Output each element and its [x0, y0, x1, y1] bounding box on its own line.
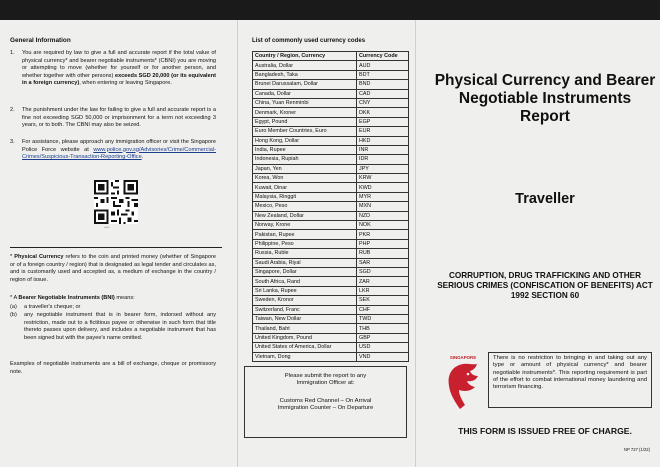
bni-item-b: (b) any negotiable instrument that is in bearer form, indorsed without any restriction, made out to a fictitious payee or otherwise in such form that title thereto passes upon delivery, and includes a negotiable instrument that has been signed but with the payee's name omitted. [10, 312, 216, 341]
currency-row [253, 324, 409, 333]
currency-country: Japan, Yen [253, 164, 357, 173]
currency-row [253, 314, 409, 323]
currency-row [253, 183, 409, 192]
currency-code: LKR [357, 286, 409, 295]
currency-row [253, 136, 409, 145]
currency-row [253, 239, 409, 248]
currency-code: MYR [357, 192, 409, 201]
form-number: NP 727 (1/22) [624, 447, 650, 452]
currency-country: Thailand, Baht [253, 324, 357, 333]
currency-row [253, 221, 409, 230]
currency-row [253, 127, 409, 136]
currency-panel [238, 20, 416, 467]
currency-row [253, 258, 409, 267]
currency-country: Bangladesh, Taka [253, 70, 357, 79]
submit-instructions-box: Please submit the report to any Immigration Officer at: Customs Red Channel – On Arrival Immigration Counter – On Departure [244, 366, 407, 438]
currency-code: CAD [357, 89, 409, 98]
currency-country: South Africa, Rand [253, 277, 357, 286]
currency-row [253, 202, 409, 211]
currency-code: SGD [357, 267, 409, 276]
currency-code: USD [357, 343, 409, 352]
physical-currency-definition: * Physical Currency refers to the coin and printed money (whether of Singapore or of a foreign country / region) that is designated as legal tender and circulates as, and is customarily used and accepted as, a medium of exchange in the country / region of issue. [10, 254, 216, 283]
currency-country: Kuwait, Dinar [253, 183, 357, 192]
currency-country: Saudi Arabia, Riyal [253, 258, 357, 267]
currency-row [253, 277, 409, 286]
currency-country: Vietnam, Dong [253, 352, 357, 361]
currency-code: ZAR [357, 277, 409, 286]
currency-country: Pakistan, Rupee [253, 230, 357, 239]
top-dark-bar [0, 0, 660, 20]
cover-panel [416, 20, 660, 467]
general-info-panel [0, 20, 238, 467]
currency-row [253, 70, 409, 79]
currency-country: New Zealand, Dollar [253, 211, 357, 220]
currency-code: THB [357, 324, 409, 333]
currency-row [253, 230, 409, 239]
currency-code: SAR [357, 258, 409, 267]
currency-code: NOK [357, 221, 409, 230]
currency-code: EGP [357, 117, 409, 126]
act-reference: CORRUPTION, DRUG TRAFFICKING AND OTHER SERIOUS CRIMES (CONFISCATION OF BENEFITS) ACT 1992 SECTION 60 [437, 271, 653, 300]
currency-table [252, 51, 409, 362]
column-header-country: Country / Region, Currency [253, 52, 357, 61]
currency-code: BDT [357, 70, 409, 79]
currency-row [253, 61, 409, 70]
currency-code: EUR [357, 127, 409, 136]
currency-country: United Kingdom, Pound [253, 333, 357, 342]
info-item-1: 1. You are required by law to give a full and accurate report if the total value of physical currency* and bearer negotiable instruments* (CBNI) you are moving or attempting to move (whether for yourself or for another person, and whether together with other persons) exceeds SGD 20,000 (or its equivalent in a foreign currency), when entering or leaving Singapore. [10, 50, 216, 86]
currency-code: KWD [357, 183, 409, 192]
lion-head-icon [444, 361, 482, 413]
currency-row [253, 249, 409, 258]
currency-code: CHF [357, 305, 409, 314]
currency-row [253, 89, 409, 98]
free-of-charge-notice: THIS FORM IS ISSUED FREE OF CHARGE. [458, 426, 632, 436]
currency-code: NZD [357, 211, 409, 220]
currency-code: DKK [357, 108, 409, 117]
bni-item-a: (a) a traveller's cheque; or [10, 304, 81, 310]
currency-row [253, 98, 409, 107]
section-divider [10, 247, 222, 248]
currency-row [253, 352, 409, 361]
brochure-sheet [0, 20, 660, 467]
qr-code[interactable] [94, 180, 138, 224]
currency-country: Euro Member Countries, Euro [253, 127, 357, 136]
currency-row [253, 108, 409, 117]
currency-row [253, 305, 409, 314]
currency-code: BND [357, 80, 409, 89]
currency-row [253, 164, 409, 173]
currency-code: CNY [357, 98, 409, 107]
currency-list-title: List of commonly used currency codes [252, 37, 366, 44]
currency-country: India, Rupee [253, 145, 357, 154]
currency-code: KRW [357, 174, 409, 183]
currency-row [253, 192, 409, 201]
currency-country: Russia, Ruble [253, 249, 357, 258]
currency-code: JPY [357, 164, 409, 173]
currency-code: IDR [357, 155, 409, 164]
currency-code: VND [357, 352, 409, 361]
currency-country: Sweden, Kronor [253, 296, 357, 305]
no-restriction-notice: There is no restriction to bringing in and taking out any type or amount of physical currency* and bearer negotiable instruments*. This reporting requirement is part of the effort to combat international money laundering and terrorism financing. [488, 352, 652, 408]
general-info-heading: General Information [10, 37, 71, 44]
currency-code: GBP [357, 333, 409, 342]
currency-row [253, 80, 409, 89]
currency-code: RUB [357, 249, 409, 258]
currency-code: PKR [357, 230, 409, 239]
currency-row [253, 145, 409, 154]
column-header-code: Currency Code [357, 52, 409, 61]
currency-row [253, 155, 409, 164]
currency-country: Australia, Dollar [253, 61, 357, 70]
currency-code: SEK [357, 296, 409, 305]
currency-code: AUD [357, 61, 409, 70]
qr-caption: ▪▪▪▪▪▪ [104, 226, 110, 229]
currency-country: Malaysia, Ringgit [253, 192, 357, 201]
currency-code: HKD [357, 136, 409, 145]
currency-row [253, 333, 409, 342]
info-item-2: 2. The punishment under the law for failing to give a full and accurate report is a fine not exceeding SGD 50,000 or imprisonment for a term not exceeding 3 years, or to both. The CBNI may also be seized. [10, 107, 216, 128]
currency-country: Brunei Darussalam, Dollar [253, 80, 357, 89]
form-title: Physical Currency and Bearer Negotiable Instruments Report [434, 72, 656, 125]
spf-website-link[interactable]: www.police.gov.sg/Advisories/Crime/Commercial-Crimes/Suspicious-Transaction-Reporting-Office [22, 146, 217, 160]
currency-row [253, 286, 409, 295]
bni-definition-heading: * A Bearer Negotiable Instruments (BNI) means: [10, 295, 135, 301]
info-item-3: 3. For assistance, please approach any immigration officer or visit the Singapore Police Force website at www.police.gov.sg/Advisories/Crime/Commercial-Crimes/Suspicious-Transaction-Reporting-Office. [10, 139, 217, 160]
examples-text: Examples of negotiable instruments are a bill of exchange, cheque or promissory note. [10, 361, 216, 375]
currency-country: Indonesia, Rupiah [253, 155, 357, 164]
currency-country: Sri Lanka, Rupee [253, 286, 357, 295]
currency-country: Philippine, Peso [253, 239, 357, 248]
currency-code: TWD [357, 314, 409, 323]
currency-row [253, 174, 409, 183]
currency-row [253, 343, 409, 352]
currency-country: Mexico, Peso [253, 202, 357, 211]
currency-country: China, Yuan Renminbi [253, 98, 357, 107]
form-subtitle: Traveller [515, 191, 575, 207]
currency-code: PHP [357, 239, 409, 248]
currency-country: Singapore, Dollar [253, 267, 357, 276]
currency-country: Egypt, Pound [253, 117, 357, 126]
currency-row [253, 296, 409, 305]
currency-country: Switzerland, Franc [253, 305, 357, 314]
currency-country: Hong Kong, Dollar [253, 136, 357, 145]
currency-country: Norway, Krone [253, 221, 357, 230]
currency-row [253, 117, 409, 126]
singapore-lion-logo: SINGAPORE [444, 355, 482, 413]
currency-country: Denmark, Kroner [253, 108, 357, 117]
currency-country: United States of America, Dollar [253, 343, 357, 352]
currency-code: MXN [357, 202, 409, 211]
currency-row [253, 211, 409, 220]
currency-country: Taiwan, New Dollar [253, 314, 357, 323]
currency-row [253, 267, 409, 276]
currency-code: INR [357, 145, 409, 154]
currency-country: Canada, Dollar [253, 89, 357, 98]
currency-country: Korea, Won [253, 174, 357, 183]
currency-table-header [253, 52, 409, 61]
